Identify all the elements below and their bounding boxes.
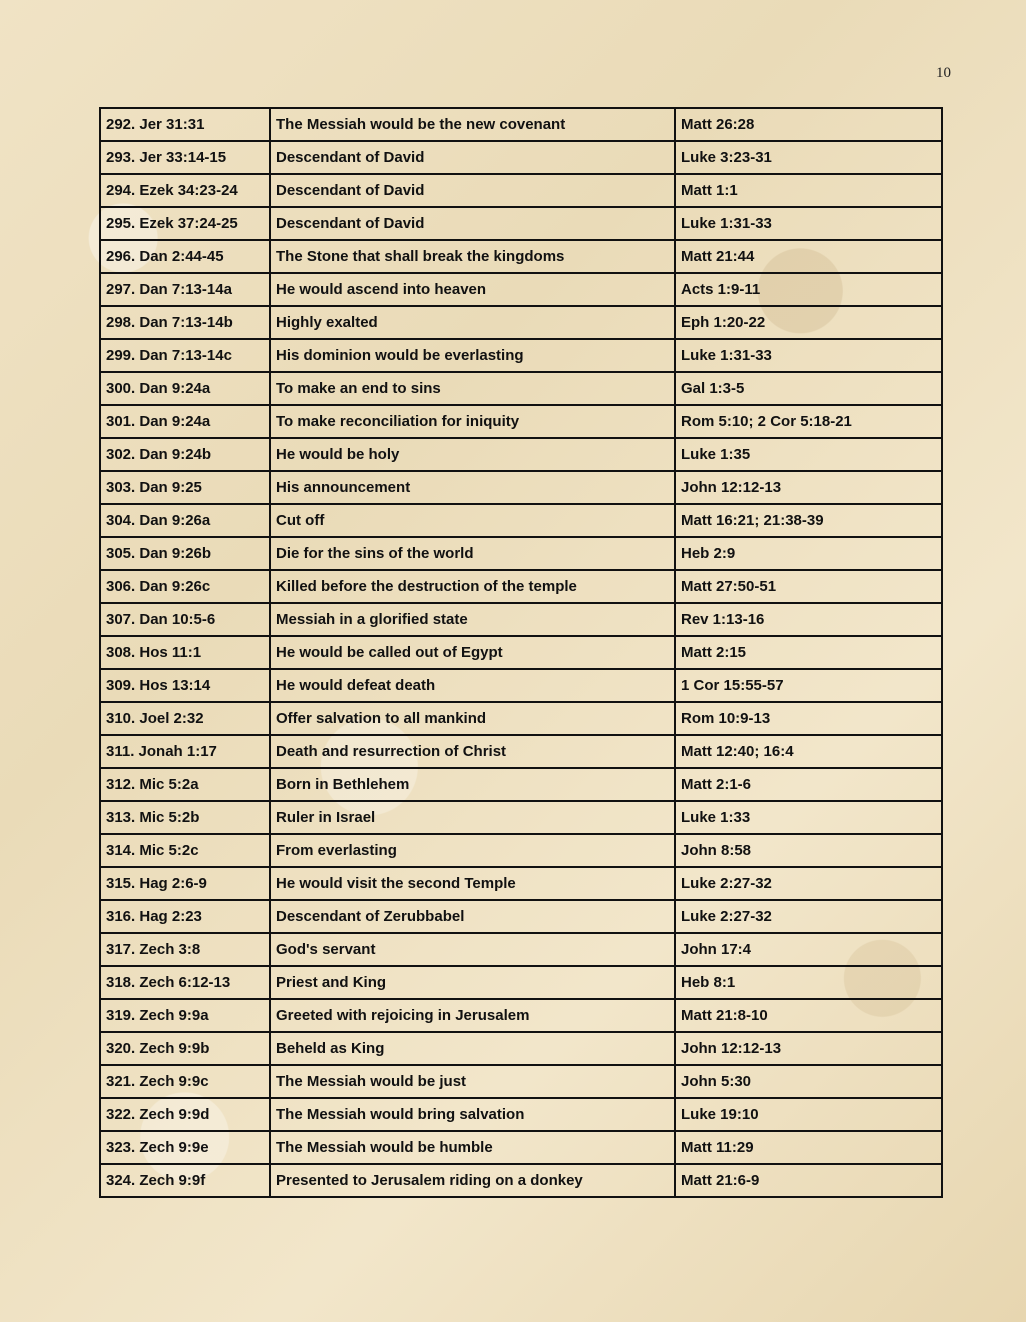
fulfillment-reference-cell: Luke 1:31-33	[675, 339, 942, 372]
page-number: 10	[936, 65, 951, 81]
prophecy-description-cell: Descendant of David	[270, 207, 675, 240]
prophecy-description-cell: He would visit the second Temple	[270, 867, 675, 900]
table-row	[100, 306, 942, 339]
prophecy-description-cell: Descendant of Zerubbabel	[270, 900, 675, 933]
table-row	[100, 735, 942, 768]
prophecy-reference-cell: 313. Mic 5:2b	[100, 801, 270, 834]
prophecy-reference-cell: 297. Dan 7:13-14a	[100, 273, 270, 306]
prophecy-reference-cell: 292. Jer 31:31	[100, 108, 270, 141]
prophecy-description-cell: Cut off	[270, 504, 675, 537]
fulfillment-reference-cell: John 12:12-13	[675, 1032, 942, 1065]
fulfillment-reference-cell: Luke 2:27-32	[675, 900, 942, 933]
prophecy-reference-cell: 311. Jonah 1:17	[100, 735, 270, 768]
prophecy-reference-cell: 295. Ezek 37:24-25	[100, 207, 270, 240]
fulfillment-reference-cell: Eph 1:20-22	[675, 306, 942, 339]
table-row	[100, 504, 942, 537]
table-row	[100, 339, 942, 372]
prophecy-reference-cell: 293. Jer 33:14-15	[100, 141, 270, 174]
table-row	[100, 867, 942, 900]
table-row	[100, 1098, 942, 1131]
table-row	[100, 570, 942, 603]
table-row	[100, 273, 942, 306]
table-row	[100, 768, 942, 801]
prophecy-description-cell: Born in Bethlehem	[270, 768, 675, 801]
fulfillment-reference-cell: Matt 16:21; 21:38-39	[675, 504, 942, 537]
table-row	[100, 537, 942, 570]
prophecy-description-cell: To make reconciliation for iniquity	[270, 405, 675, 438]
prophecy-reference-cell: 309. Hos 13:14	[100, 669, 270, 702]
fulfillment-reference-cell: John 17:4	[675, 933, 942, 966]
prophecy-reference-cell: 314. Mic 5:2c	[100, 834, 270, 867]
fulfillment-reference-cell: Matt 26:28	[675, 108, 942, 141]
prophecy-description-cell: His dominion would be everlasting	[270, 339, 675, 372]
prophecy-description-cell: Ruler in Israel	[270, 801, 675, 834]
fulfillment-reference-cell: Matt 21:6-9	[675, 1164, 942, 1197]
fulfillment-reference-cell: Luke 19:10	[675, 1098, 942, 1131]
fulfillment-reference-cell: Luke 2:27-32	[675, 867, 942, 900]
table-row	[100, 834, 942, 867]
prophecy-reference-cell: 317. Zech 3:8	[100, 933, 270, 966]
prophecy-reference-cell: 296. Dan 2:44-45	[100, 240, 270, 273]
table-row	[100, 669, 942, 702]
prophecy-reference-cell: 294. Ezek 34:23-24	[100, 174, 270, 207]
table-row	[100, 702, 942, 735]
table-row	[100, 603, 942, 636]
prophecy-reference-cell: 315. Hag 2:6-9	[100, 867, 270, 900]
fulfillment-reference-cell: Acts 1:9-11	[675, 273, 942, 306]
table-row	[100, 372, 942, 405]
prophecy-reference-cell: 308. Hos 11:1	[100, 636, 270, 669]
fulfillment-reference-cell: John 5:30	[675, 1065, 942, 1098]
prophecy-description-cell: Highly exalted	[270, 306, 675, 339]
prophecy-reference-cell: 299. Dan 7:13-14c	[100, 339, 270, 372]
prophecy-reference-cell: 307. Dan 10:5-6	[100, 603, 270, 636]
fulfillment-reference-cell: Rom 10:9-13	[675, 702, 942, 735]
fulfillment-reference-cell: John 8:58	[675, 834, 942, 867]
fulfillment-reference-cell: Luke 1:35	[675, 438, 942, 471]
table-row	[100, 1065, 942, 1098]
table-row	[100, 471, 942, 504]
prophecy-description-cell: He would be called out of Egypt	[270, 636, 675, 669]
prophecy-description-cell: Die for the sins of the world	[270, 537, 675, 570]
table-row	[100, 636, 942, 669]
fulfillment-reference-cell: John 12:12-13	[675, 471, 942, 504]
prophecy-table	[99, 107, 943, 1198]
prophecy-description-cell: Descendant of David	[270, 141, 675, 174]
prophecy-reference-cell: 318. Zech 6:12-13	[100, 966, 270, 999]
table-row	[100, 405, 942, 438]
fulfillment-reference-cell: Matt 11:29	[675, 1131, 942, 1164]
prophecy-description-cell: The Messiah would be the new covenant	[270, 108, 675, 141]
fulfillment-reference-cell: Luke 1:33	[675, 801, 942, 834]
prophecy-description-cell: Beheld as King	[270, 1032, 675, 1065]
prophecy-description-cell: From everlasting	[270, 834, 675, 867]
fulfillment-reference-cell: Matt 12:40; 16:4	[675, 735, 942, 768]
prophecy-description-cell: The Stone that shall break the kingdoms	[270, 240, 675, 273]
fulfillment-reference-cell: Matt 2:1-6	[675, 768, 942, 801]
fulfillment-reference-cell: Luke 1:31-33	[675, 207, 942, 240]
prophecy-description-cell: The Messiah would be humble	[270, 1131, 675, 1164]
table-row	[100, 108, 942, 141]
prophecy-reference-cell: 301. Dan 9:24a	[100, 405, 270, 438]
fulfillment-reference-cell: Gal 1:3-5	[675, 372, 942, 405]
fulfillment-reference-cell: Matt 2:15	[675, 636, 942, 669]
prophecy-description-cell: Death and resurrection of Christ	[270, 735, 675, 768]
fulfillment-reference-cell: Matt 1:1	[675, 174, 942, 207]
table-row	[100, 1032, 942, 1065]
table-row	[100, 801, 942, 834]
prophecy-description-cell: He would defeat death	[270, 669, 675, 702]
table-row	[100, 966, 942, 999]
prophecy-description-cell: He would be holy	[270, 438, 675, 471]
prophecy-reference-cell: 324. Zech 9:9f	[100, 1164, 270, 1197]
fulfillment-reference-cell: Heb 8:1	[675, 966, 942, 999]
table-row	[100, 207, 942, 240]
prophecy-reference-cell: 321. Zech 9:9c	[100, 1065, 270, 1098]
fulfillment-reference-cell: 1 Cor 15:55-57	[675, 669, 942, 702]
prophecy-description-cell: Priest and King	[270, 966, 675, 999]
prophecy-description-cell: Presented to Jerusalem riding on a donkey	[270, 1164, 675, 1197]
prophecy-reference-cell: 323. Zech 9:9e	[100, 1131, 270, 1164]
prophecy-description-cell: Offer salvation to all mankind	[270, 702, 675, 735]
prophecy-reference-cell: 320. Zech 9:9b	[100, 1032, 270, 1065]
prophecy-description-cell: Greeted with rejoicing in Jerusalem	[270, 999, 675, 1032]
table-row	[100, 438, 942, 471]
prophecy-description-cell: He would ascend into heaven	[270, 273, 675, 306]
table-row	[100, 1131, 942, 1164]
prophecy-description-cell: The Messiah would bring salvation	[270, 1098, 675, 1131]
table-row	[100, 240, 942, 273]
prophecy-description-cell: To make an end to sins	[270, 372, 675, 405]
prophecy-description-cell: God's servant	[270, 933, 675, 966]
table-row	[100, 141, 942, 174]
fulfillment-reference-cell: Matt 21:8-10	[675, 999, 942, 1032]
prophecy-reference-cell: 305. Dan 9:26b	[100, 537, 270, 570]
fulfillment-reference-cell: Rom 5:10; 2 Cor 5:18-21	[675, 405, 942, 438]
prophecy-description-cell: Killed before the destruction of the temple	[270, 570, 675, 603]
prophecy-description-cell: His announcement	[270, 471, 675, 504]
prophecy-reference-cell: 312. Mic 5:2a	[100, 768, 270, 801]
fulfillment-reference-cell: Luke 3:23-31	[675, 141, 942, 174]
prophecy-reference-cell: 316. Hag 2:23	[100, 900, 270, 933]
table-row	[100, 174, 942, 207]
prophecy-reference-cell: 319. Zech 9:9a	[100, 999, 270, 1032]
prophecy-reference-cell: 302. Dan 9:24b	[100, 438, 270, 471]
prophecy-table-body	[100, 108, 942, 1197]
table-row	[100, 999, 942, 1032]
prophecy-description-cell: The Messiah would be just	[270, 1065, 675, 1098]
table-row	[100, 933, 942, 966]
prophecy-reference-cell: 306. Dan 9:26c	[100, 570, 270, 603]
prophecy-reference-cell: 322. Zech 9:9d	[100, 1098, 270, 1131]
table-row	[100, 1164, 942, 1197]
fulfillment-reference-cell: Matt 27:50-51	[675, 570, 942, 603]
fulfillment-reference-cell: Rev 1:13-16	[675, 603, 942, 636]
prophecy-reference-cell: 300. Dan 9:24a	[100, 372, 270, 405]
table-row	[100, 900, 942, 933]
prophecy-reference-cell: 310. Joel 2:32	[100, 702, 270, 735]
fulfillment-reference-cell: Matt 21:44	[675, 240, 942, 273]
prophecy-reference-cell: 304. Dan 9:26a	[100, 504, 270, 537]
prophecy-reference-cell: 303. Dan 9:25	[100, 471, 270, 504]
prophecy-reference-cell: 298. Dan 7:13-14b	[100, 306, 270, 339]
prophecy-description-cell: Descendant of David	[270, 174, 675, 207]
prophecy-description-cell: Messiah in a glorified state	[270, 603, 675, 636]
fulfillment-reference-cell: Heb 2:9	[675, 537, 942, 570]
prophecy-table-container	[99, 107, 937, 1198]
